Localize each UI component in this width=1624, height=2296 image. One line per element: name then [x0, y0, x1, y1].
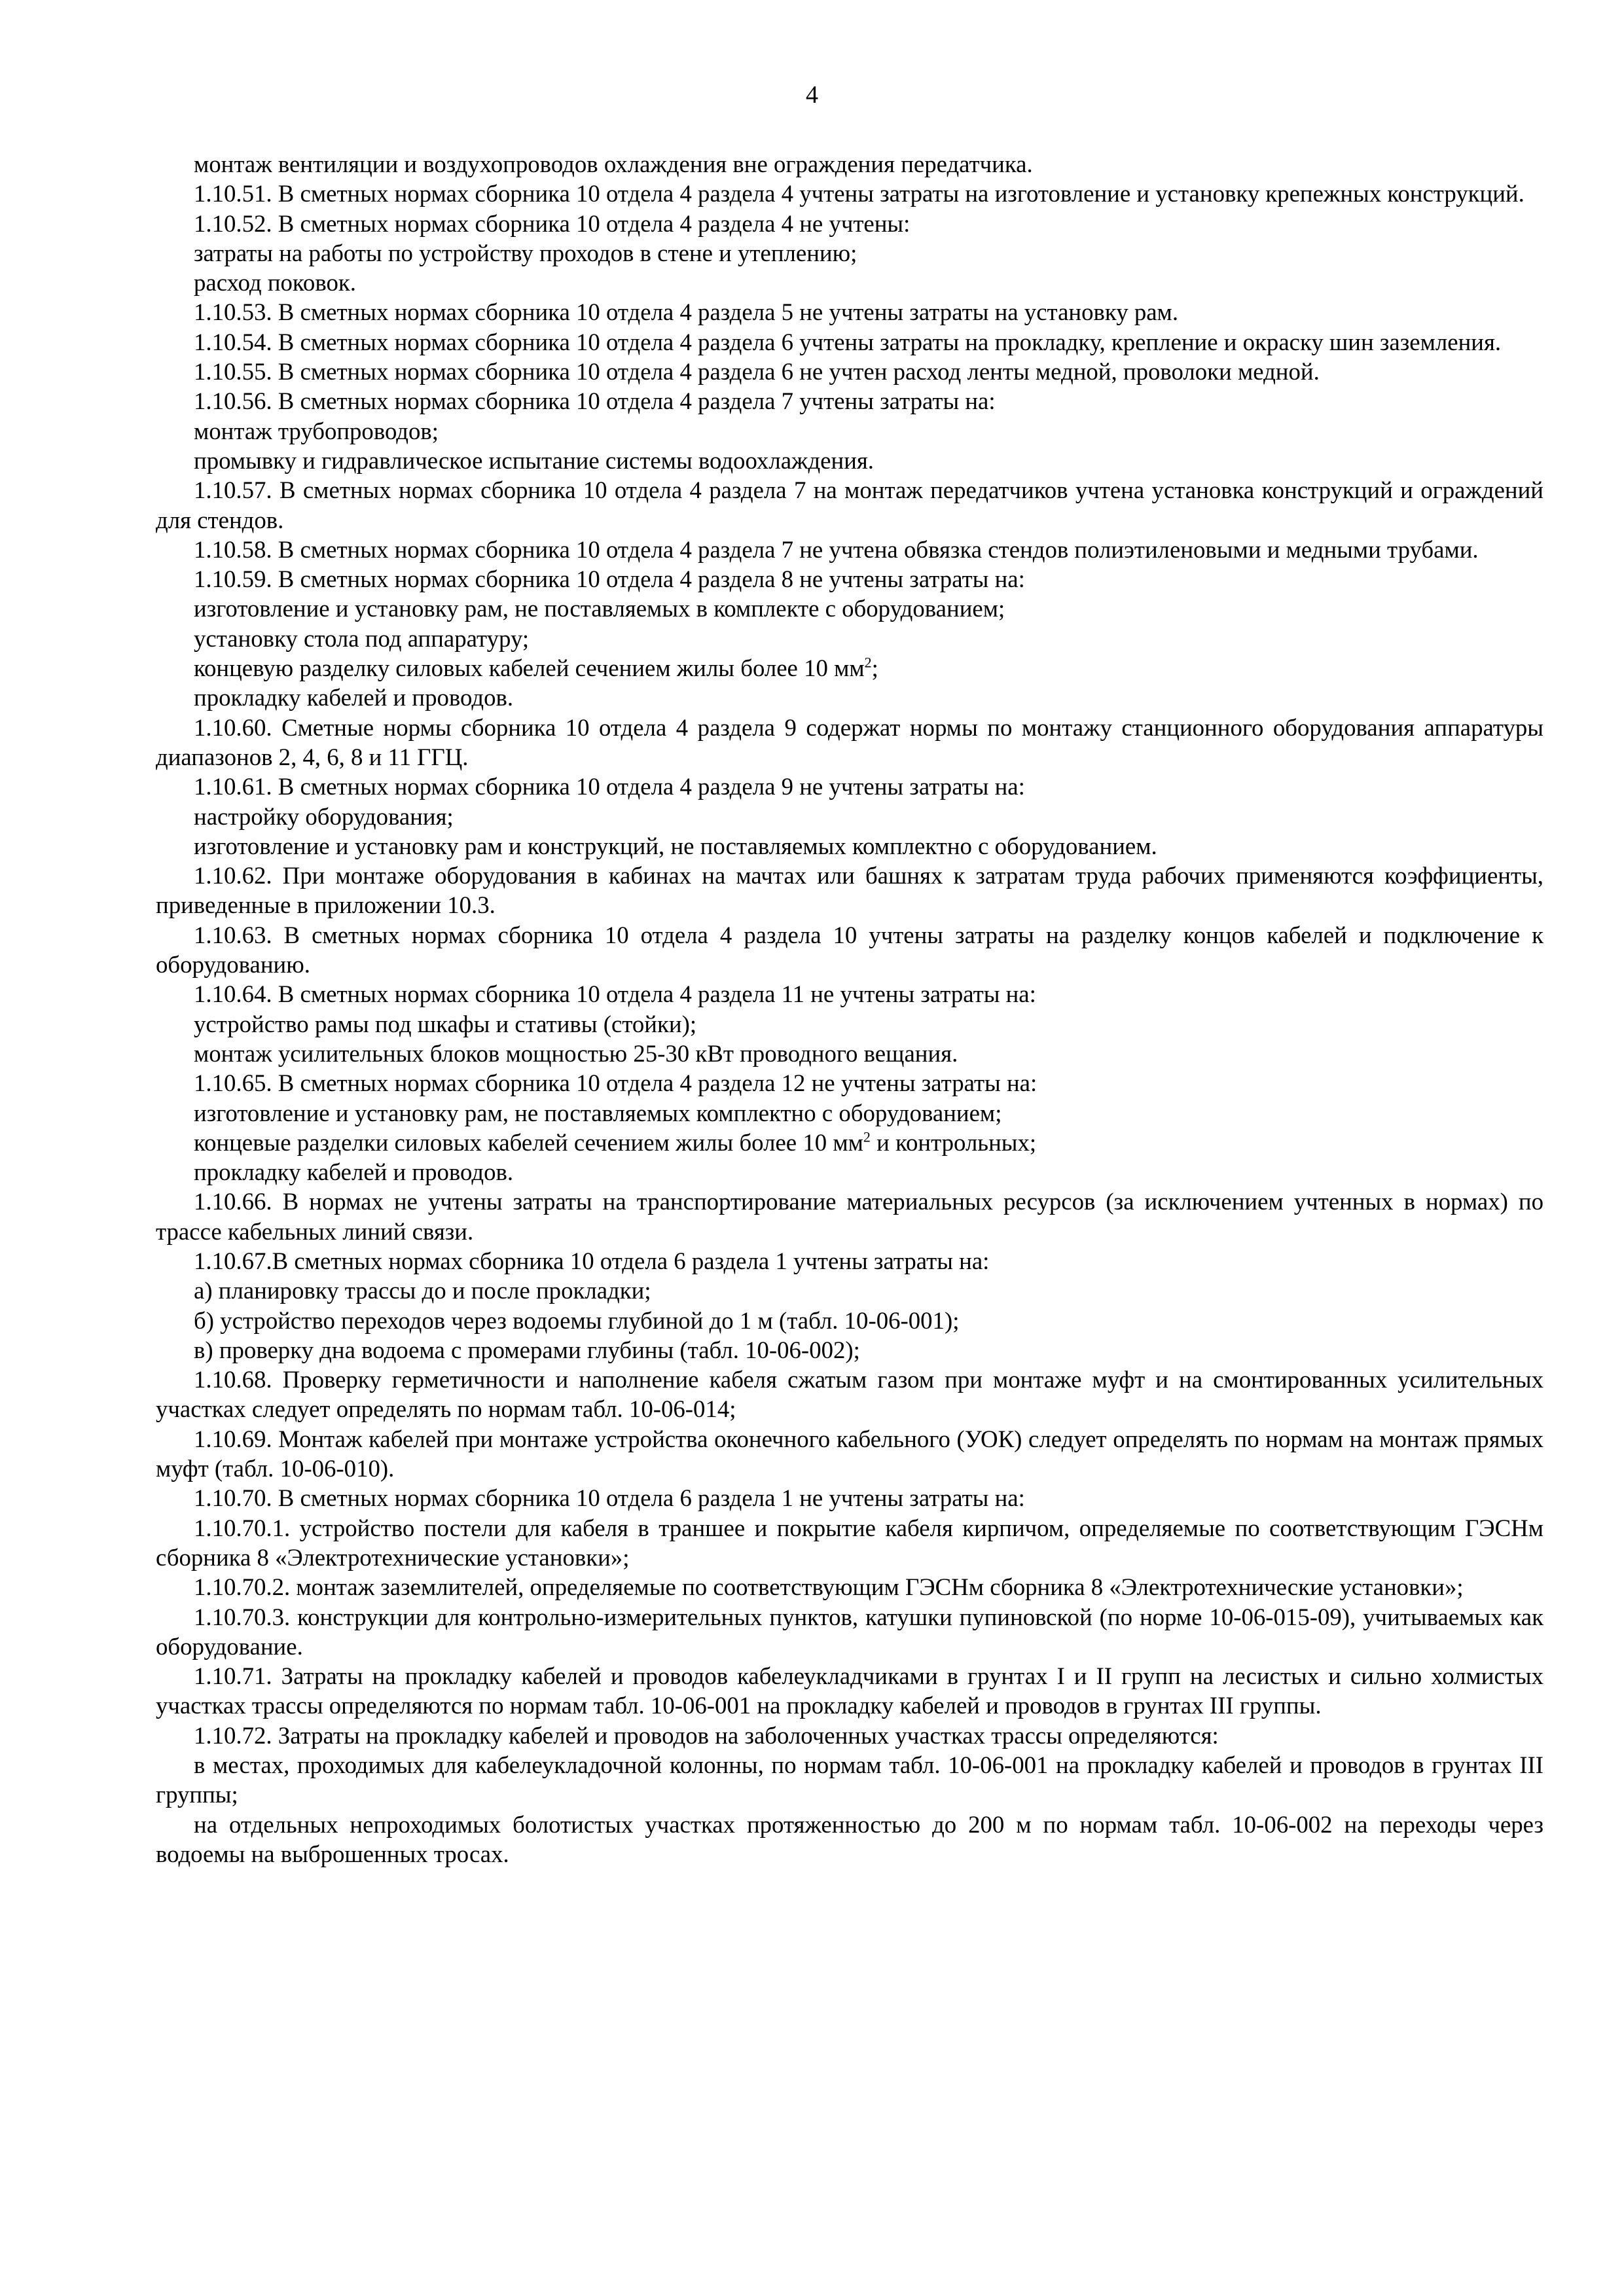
paragraph-text: прокладку кабелей и проводов. — [194, 1158, 514, 1186]
paragraph — [156, 1187, 1543, 1246]
paragraph-text: изготовление и установку рам и конструкций, не поставляемых комплектно с оборудованием. — [194, 832, 1157, 859]
paragraph — [156, 683, 1543, 712]
paragraph — [156, 1572, 1543, 1602]
paragraph — [156, 713, 1543, 772]
paragraph-text: 1.10.71. Затраты на прокладку кабелей и проводов кабелеукладчиками в грунтах I и II групп на лесистых и сильно холмистых участках трассы определяются по нормам табл. 10-06-001 на прокладку кабелей и проводов в грунтах III группы. — [156, 1662, 1543, 1719]
paragraph-text: настройку оборудования; — [194, 802, 454, 830]
paragraph-text: 1.10.55. В сметных нормах сборника 10 отдела 4 раздела 6 не учтен расход ленты медной, проволоки медной. — [194, 358, 1320, 386]
paragraph-text: концевые разделки силовых кабелей сечением жилы более 10 мм — [194, 1128, 863, 1156]
paragraph — [156, 1098, 1543, 1128]
paragraph-text: а) планировку трассы до и после прокладки; — [194, 1277, 651, 1304]
paragraph — [156, 149, 1543, 179]
paragraph-text: 1.10.59. В сметных нормах сборника 10 отдела 4 раздела 8 не учтены затраты на: — [194, 565, 1025, 593]
paragraph — [156, 920, 1543, 980]
paragraph-text-tail: ; — [871, 655, 878, 682]
paragraph — [156, 772, 1543, 801]
superscript: 2 — [863, 1128, 871, 1145]
paragraph — [156, 861, 1543, 920]
paragraph-text: 1.10.70.3. конструкции для контрольно-измерительных пунктов, катушки пупиновской (по норме 10-06-015-09), учитываемых как оборудование. — [156, 1603, 1543, 1660]
paragraph-text: 1.10.58. В сметных нормах сборника 10 отдела 4 раздела 7 не учтена обвязка стендов полиэтиленовыми и медными трубами. — [194, 535, 1479, 563]
paragraph-text: 1.10.51. В сметных нормах сборника 10 отдела 4 раздела 4 учтены затраты на изготовление и установку крепежных конструкций. — [194, 180, 1525, 207]
paragraph — [156, 1424, 1543, 1484]
paragraph-text: 1.10.52. В сметных нормах сборника 10 отдела 4 раздела 4 не учтены: — [194, 209, 911, 237]
paragraph — [156, 179, 1543, 208]
paragraph-text: 1.10.69. Монтаж кабелей при монтаже устройства оконечного кабельного (УОК) следует определять по нормам на монтаж прямых муфт (табл. 10-06-010). — [156, 1425, 1543, 1482]
paragraph-text: монтаж вентиляции и воздухопроводов охлаждения вне ограждения передатчика. — [194, 151, 1033, 177]
paragraph — [156, 1483, 1543, 1513]
paragraph — [156, 209, 1543, 238]
paragraph — [156, 1365, 1543, 1424]
paragraph-text-tail: и контрольных; — [870, 1128, 1037, 1156]
paragraph-text: 1.10.67.В сметных нормах сборника 10 отдела 6 раздела 1 учтены затраты на: — [194, 1247, 990, 1274]
paragraph — [156, 268, 1543, 297]
paragraph — [156, 979, 1543, 1009]
paragraph-text: 1.10.66. В нормах не учтены затраты на транспортирование материальных ресурсов (за исключением учтенных в нормах) по трассе кабельных линий связи. — [156, 1188, 1543, 1245]
paragraph-text: затраты на работы по устройству проходов в стене и утеплению; — [194, 239, 857, 266]
paragraph-text: 1.10.68. Проверку герметичности и наполнение кабеля сжатым газом при монтаже муфт и на смонтированных усилительных участках следует определять по нормам табл. 10-06-014; — [156, 1366, 1543, 1423]
paragraph — [156, 1810, 1543, 1869]
paragraph-text: 1.10.63. В сметных нормах сборника 10 отдела 4 раздела 10 учтены затраты на разделку концов кабелей и подключение к оборудованию. — [156, 921, 1543, 978]
paragraph — [156, 1721, 1543, 1750]
paragraph-text: 1.10.53. В сметных нормах сборника 10 отдела 4 раздела 5 не учтены затраты на установку рам. — [194, 298, 1179, 326]
paragraph-text: расход поковок. — [194, 269, 356, 296]
paragraph — [156, 1661, 1543, 1721]
paragraph — [156, 1750, 1543, 1810]
paragraph-text: монтаж усилительных блоков мощностью 25-30 кВт проводного вещания. — [194, 1039, 958, 1067]
paragraph-text: 1.10.56. В сметных нормах сборника 10 отдела 4 раздела 7 учтены затраты на: — [194, 387, 996, 415]
paragraph-text: в местах, проходимых для кабелеукладочной колонны, по нормам табл. 10-06-001 на прокладку кабелей и проводов в грунтах III группы; — [156, 1751, 1543, 1808]
paragraph — [156, 1276, 1543, 1305]
paragraph-text: 1.10.62. При монтаже оборудования в кабинах на мачтах или башнях к затратам труда рабочих применяются коэффициенты, приведенные в приложении 10.3. — [156, 862, 1543, 919]
paragraph-text: 1.10.61. В сметных нормах сборника 10 отдела 4 раздела 9 не учтены затраты на: — [194, 773, 1025, 800]
paragraph — [156, 564, 1543, 594]
paragraph — [156, 238, 1543, 268]
paragraph-text: 1.10.70.2. монтаж заземлителей, определяемые по соответствующим ГЭСНм сборника 8 «Электротехнические установки»; — [194, 1573, 1464, 1601]
paragraph-text: 1.10.70.1. устройство постели для кабеля в траншее и покрытие кабеля кирпичом, определяемые по соответствующим ГЭСНм сборника 8 «Электротехнические установки»; — [156, 1514, 1543, 1571]
superscript: 2 — [864, 654, 872, 671]
paragraph-text: изготовление и установку рам, не поставляемых в комплекте с оборудованием; — [194, 595, 1005, 622]
paragraph — [156, 1039, 1543, 1068]
paragraph — [156, 831, 1543, 861]
paragraph — [156, 653, 1543, 683]
paragraph — [156, 624, 1543, 653]
paragraph — [156, 1157, 1543, 1187]
paragraph-text: на отдельных непроходимых болотистых участках протяженностью до 200 м по нормам табл. 10-06-002 на переходы через водоемы на выброшенных тросах. — [156, 1810, 1543, 1867]
paragraph — [156, 297, 1543, 327]
paragraph-text: промывку и гидравлическое испытание системы водоохлаждения. — [194, 446, 875, 474]
paragraph — [156, 416, 1543, 446]
paragraph-text: 1.10.70. В сметных нормах сборника 10 отдела 6 раздела 1 не учтены затраты на: — [194, 1484, 1025, 1512]
paragraph — [156, 1009, 1543, 1039]
paragraph-text: 1.10.72. Затраты на прокладку кабелей и проводов на заболоченных участках трассы определяются: — [194, 1721, 1219, 1749]
page-number: 4 — [806, 81, 818, 109]
paragraph-text: б) устройство переходов через водоемы глубиной до 1 м (табл. 10-06-001); — [194, 1306, 960, 1334]
paragraph — [156, 1335, 1543, 1365]
paragraph — [156, 1602, 1543, 1662]
paragraph — [156, 1306, 1543, 1335]
paragraph-text: 1.10.57. В сметных нормах сборника 10 отдела 4 раздела 7 на монтаж передатчиков учтена установка конструкций и ограждений для стендов. — [156, 476, 1543, 533]
paragraph — [156, 535, 1543, 564]
paragraph-text: изготовление и установку рам, не поставляемых комплектно с оборудованием; — [194, 1099, 1002, 1126]
paragraph — [156, 357, 1543, 386]
paragraph-text: в) проверку дна водоема с промерами глубины (табл. 10-06-002); — [194, 1336, 860, 1363]
paragraph-text: монтаж трубопроводов; — [194, 417, 439, 444]
paragraph — [156, 1128, 1543, 1157]
paragraph — [156, 386, 1543, 416]
paragraph — [156, 1513, 1543, 1573]
body-text — [156, 149, 1543, 1869]
paragraph-text: концевую разделку силовых кабелей сечением жилы более 10 мм — [194, 655, 865, 682]
paragraph-text: 1.10.60. Сметные нормы сборника 10 отдела 4 раздела 9 содержат нормы по монтажу станционного оборудования аппаратуры диапазонов 2, 4, 6, 8 и 11 ГГЦ. — [156, 713, 1543, 770]
paragraph — [156, 475, 1543, 535]
paragraph-text: 1.10.65. В сметных нормах сборника 10 отдела 4 раздела 12 не учтены затраты на: — [194, 1069, 1038, 1097]
paragraph — [156, 802, 1543, 831]
paragraph — [156, 594, 1543, 623]
paragraph-text: 1.10.54. В сметных нормах сборника 10 отдела 4 раздела 6 учтены затраты на прокладку, крепление и окраску шин заземления. — [194, 328, 1502, 355]
paragraph-text: 1.10.64. В сметных нормах сборника 10 отдела 4 раздела 11 не учтены затраты на: — [194, 980, 1036, 1008]
paragraph-text: устройство рамы под шкафы и стативы (стойки); — [194, 1010, 697, 1037]
paragraph-text: прокладку кабелей и проводов. — [194, 684, 514, 711]
paragraph — [156, 446, 1543, 475]
paragraph — [156, 327, 1543, 357]
paragraph-text: установку стола под аппаратуру; — [194, 624, 530, 652]
paragraph — [156, 1068, 1543, 1098]
paragraph — [156, 1246, 1543, 1276]
